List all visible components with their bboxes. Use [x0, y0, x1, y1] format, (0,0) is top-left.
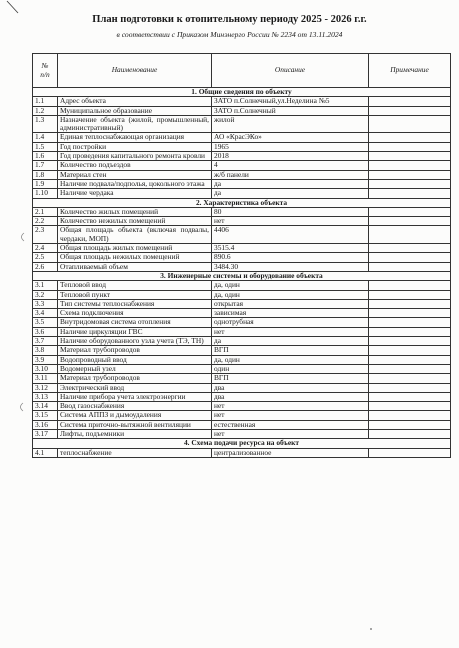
section-title: 3. Инженерные системы и оборудование объекта: [33, 271, 451, 280]
row-value: 3484.30: [212, 262, 369, 271]
row-number: 2.1: [33, 207, 58, 216]
row-number: 3.7: [33, 337, 58, 346]
row-note: [369, 253, 451, 262]
row-value: однотрубная: [212, 318, 369, 327]
row-note: [369, 106, 451, 115]
ink-dot: [370, 628, 372, 630]
section-title: 2. Характеристика объекта: [33, 198, 451, 207]
row-name: Общая площадь объекта (включая подвалы, чердаки, МОП): [58, 226, 212, 244]
row-name: Система приточно-вытяжной вентиляции: [58, 420, 212, 429]
row-value: ж/б панели: [212, 170, 369, 179]
pen-stroke-mark: [6, 0, 20, 14]
table-header-row: [33, 54, 451, 88]
row-value: ЗАТО п.Солнечный,ул.Неделина №5: [212, 97, 369, 106]
row-value: нет: [212, 327, 369, 336]
row-value: да, один: [212, 290, 369, 299]
section-title: 1. Общие сведения по объекту: [33, 88, 451, 97]
row-number: 4.1: [33, 448, 58, 457]
row-note: [369, 179, 451, 188]
row-note: [369, 392, 451, 401]
row-name: Материал трубопроводов: [58, 374, 212, 383]
row-value: 1965: [212, 142, 369, 151]
header-name: Наименование: [58, 54, 212, 88]
table-row: [33, 290, 451, 299]
row-name: Отапливаемый объем: [58, 262, 212, 271]
row-number: 1.5: [33, 142, 58, 151]
row-number: 1.6: [33, 152, 58, 161]
row-note: [369, 290, 451, 299]
row-value: да: [212, 189, 369, 198]
row-note: [369, 337, 451, 346]
row-value: да, один: [212, 355, 369, 364]
row-name: Водомерный узел: [58, 364, 212, 373]
row-note: [369, 420, 451, 429]
row-value: ЗАТО п.Солнечный: [212, 106, 369, 115]
table-row: [33, 383, 451, 392]
row-number: 3.15: [33, 411, 58, 420]
row-number: 3.9: [33, 355, 58, 364]
row-number: 3.13: [33, 392, 58, 401]
header-num: [33, 54, 58, 88]
row-value: открытая: [212, 299, 369, 308]
table-row: [33, 374, 451, 383]
document-title: План подготовки к отопительному периоду 2025 - 2026 г.г.: [92, 14, 367, 25]
row-number: 3.8: [33, 346, 58, 355]
row-number: 3.10: [33, 364, 58, 373]
row-note: [369, 364, 451, 373]
table-row: [33, 318, 451, 327]
row-note: [369, 226, 451, 244]
row-note: [369, 115, 451, 133]
row-note: [369, 448, 451, 457]
row-note: [369, 189, 451, 198]
row-note: [369, 262, 451, 271]
row-number: 3.2: [33, 290, 58, 299]
row-value: два: [212, 383, 369, 392]
row-number: 3.1: [33, 281, 58, 290]
row-value: жилой: [212, 115, 369, 133]
row-note: [369, 217, 451, 226]
row-name: Количество нежилых помещений: [58, 217, 212, 226]
row-value: нет: [212, 402, 369, 411]
row-note: [369, 429, 451, 438]
row-name: Наличие циркуляции ГВС: [58, 327, 212, 336]
row-note: [369, 327, 451, 336]
row-value: да, один: [212, 281, 369, 290]
object-data-table: [32, 53, 451, 458]
row-value: 80: [212, 207, 369, 216]
table-row: [33, 115, 451, 133]
row-number: 3.5: [33, 318, 58, 327]
row-note: [369, 161, 451, 170]
table-row: [33, 346, 451, 355]
row-number: 1.10: [33, 189, 58, 198]
row-value: нет: [212, 411, 369, 420]
row-note: [369, 374, 451, 383]
row-name: Муниципальное образование: [58, 106, 212, 115]
row-name: Год проведения капитального ремонта кровли: [58, 152, 212, 161]
table-row: [33, 411, 451, 420]
row-note: [369, 309, 451, 318]
row-value: ВГП: [212, 374, 369, 383]
row-name: Система АППЗ и дымоудаления: [58, 411, 212, 420]
row-value: естественная: [212, 420, 369, 429]
row-note: [369, 97, 451, 106]
row-number: 1.4: [33, 133, 58, 142]
row-number: 3.3: [33, 299, 58, 308]
row-number: 3.12: [33, 383, 58, 392]
row-name: Наличие оборудованного узла учета (ТЭ, ТН): [58, 337, 212, 346]
table-row: [33, 253, 451, 262]
row-name: Тепловой ввод: [58, 281, 212, 290]
row-note: [369, 411, 451, 420]
row-value: 4: [212, 161, 369, 170]
table-row: [33, 161, 451, 170]
row-name: Материал трубопроводов: [58, 346, 212, 355]
table-row: [33, 189, 451, 198]
row-number: 3.4: [33, 309, 58, 318]
row-note: [369, 299, 451, 308]
row-value: да: [212, 337, 369, 346]
row-name: Количество жилых помещений: [58, 207, 212, 216]
row-number: 1.9: [33, 179, 58, 188]
binder-hole-mark: [17, 402, 25, 412]
row-name: Наличие чердака: [58, 189, 212, 198]
row-note: [369, 152, 451, 161]
row-value: да: [212, 179, 369, 188]
row-name: Лифты, подъемники: [58, 429, 212, 438]
row-note: [369, 402, 451, 411]
row-number: 1.2: [33, 106, 58, 115]
row-note: [369, 170, 451, 179]
table-row: [33, 97, 451, 106]
header-note: Примечание: [369, 54, 451, 88]
row-number: 1.7: [33, 161, 58, 170]
row-value: нет: [212, 429, 369, 438]
row-name: Водопроводный ввод: [58, 355, 212, 364]
row-name: Единая теплоснабжающая организация: [58, 133, 212, 142]
row-note: [369, 281, 451, 290]
header-num-sub: п/п: [40, 69, 50, 79]
row-note: [369, 355, 451, 364]
row-name: Общая площадь нежилых помещений: [58, 253, 212, 262]
row-value: зависимая: [212, 309, 369, 318]
row-number: 3.14: [33, 402, 58, 411]
row-name: Материал стен: [58, 170, 212, 179]
row-value: 3515.4: [212, 244, 369, 253]
row-name: Количество подъездов: [58, 161, 212, 170]
row-note: [369, 318, 451, 327]
row-name: теплоснабжение: [58, 448, 212, 457]
row-name: Назначение объекта (жилой, промышленный, административный): [58, 115, 212, 133]
row-note: [369, 142, 451, 151]
row-value: нет: [212, 217, 369, 226]
table-row: [33, 355, 451, 364]
row-value: 890.6: [212, 253, 369, 262]
section-header-row: [33, 198, 451, 207]
row-number: 3.11: [33, 374, 58, 383]
row-number: 3.6: [33, 327, 58, 336]
row-number: 2.6: [33, 262, 58, 271]
section-header-row: [33, 439, 451, 448]
header-num-label: №: [41, 61, 49, 71]
row-name: Электрический ввод: [58, 383, 212, 392]
table-row: [33, 281, 451, 290]
row-value: один: [212, 364, 369, 373]
row-name: Наличие прибора учета электроэнергии: [58, 392, 212, 401]
row-name: Год постройки: [58, 142, 212, 151]
row-name: Адрес объекта: [58, 97, 212, 106]
row-number: 1.1: [33, 97, 58, 106]
row-note: [369, 207, 451, 216]
row-name: Тепловой пункт: [58, 290, 212, 299]
header-description: Описание: [212, 54, 369, 88]
row-value: АО «КрасЭКо»: [212, 133, 369, 142]
row-number: 3.17: [33, 429, 58, 438]
table-body: [33, 88, 451, 458]
row-value: 4406: [212, 226, 369, 244]
row-value: централизованное: [212, 448, 369, 457]
row-number: 2.4: [33, 244, 58, 253]
row-value: ВГП: [212, 346, 369, 355]
row-number: 2.2: [33, 217, 58, 226]
row-value: 2018: [212, 152, 369, 161]
table-row: [33, 133, 451, 142]
row-name: Схема подключения: [58, 309, 212, 318]
row-name: Общая площадь жилых помещений: [58, 244, 212, 253]
row-note: [369, 383, 451, 392]
row-number: 1.8: [33, 170, 58, 179]
row-number: 3.16: [33, 420, 58, 429]
row-value: два: [212, 392, 369, 401]
table-row: [33, 448, 451, 457]
row-name: Внутридомовая система отопления: [58, 318, 212, 327]
row-name: Тип системы теплоснабжения: [58, 299, 212, 308]
table-row: [33, 226, 451, 244]
row-number: 1.3: [33, 115, 58, 133]
row-note: [369, 244, 451, 253]
row-name: Ввод газоснабжения: [58, 402, 212, 411]
row-number: 2.5: [33, 253, 58, 262]
binder-hole-mark: [18, 232, 26, 242]
document-subtitle: в соответствии с Приказом Минэнерго России № 2234 от 13.11.2024: [116, 30, 343, 39]
section-title: 4. Схема подачи ресурса на объект: [33, 439, 451, 448]
row-note: [369, 133, 451, 142]
row-number: 2.3: [33, 226, 58, 244]
row-name: Наличие подвала/подполья, цокольного этажа: [58, 179, 212, 188]
row-note: [369, 346, 451, 355]
table-row: [33, 106, 451, 115]
